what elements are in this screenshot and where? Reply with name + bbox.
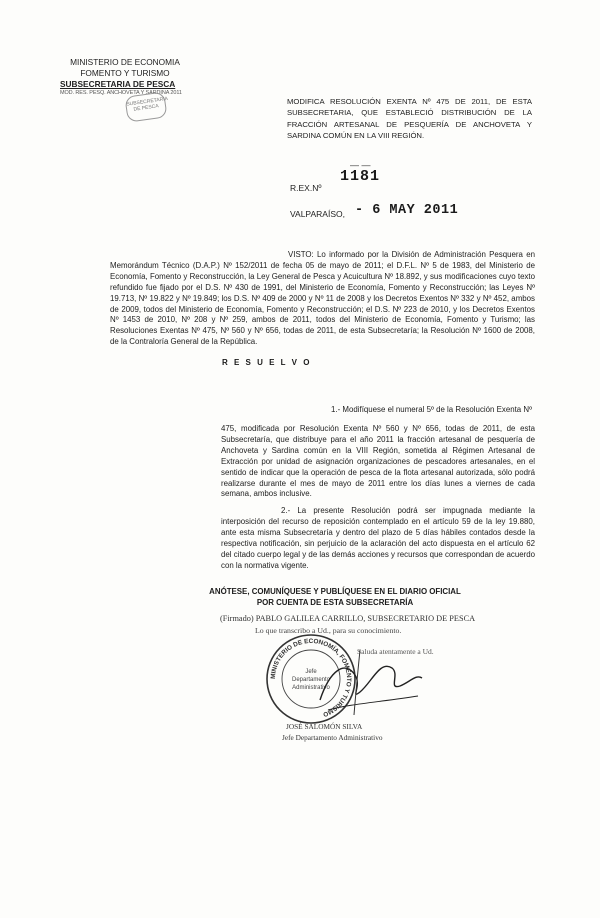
seal-inner-3: Administrativo [292, 685, 330, 691]
rex-label: R.EX.Nº [290, 183, 322, 193]
ministry-line-2: FOMENTO Y TURISMO [80, 68, 170, 78]
resuelvo-heading: R E S U E L V O [222, 358, 312, 367]
ministry-line-1: MINISTERIO DE ECONOMIA [70, 57, 180, 67]
rex-number: 1181 [340, 168, 381, 185]
place-label: VALPARAÍSO, [290, 209, 345, 219]
resolution-date: - 6 MAY 2011 [355, 203, 459, 218]
ministry-line-4: MOD. RES. PESQ. ANCHOVETA Y SARDINA 2011 [60, 90, 182, 96]
resolution-point-1-head: 1.- Modifíquese el numeral 5º de la Resolución Exenta Nº [331, 405, 532, 414]
greeting-line: Saluda atentamente a Ud. [357, 647, 434, 656]
seal-inner-1: Jefe [305, 669, 317, 675]
closing-line-2: POR CUENTA DE ESTA SUBSECRETARÍA [256, 598, 414, 607]
transcription-line: Lo que transcribo a Ud., para su conocimiento. [255, 626, 402, 635]
received-stamp: SUBSECRETARIA DE PESCA [124, 91, 167, 122]
signer-title: Jefe Departamento Administrativo [282, 733, 383, 742]
closing-line-1: ANÓTESE, COMUNÍQUESE Y PUBLÍQUESE EN EL DIARIO OFICIAL [209, 587, 461, 596]
seal-outer-text: MINISTERIO DE ECONOMÍA, FOMENTO Y TURISMO [269, 637, 353, 718]
signer-name: JOSÉ SALOMÓN SILVA [286, 722, 363, 731]
rex-dash-mark: — — [350, 160, 371, 170]
handwritten-signature-icon [300, 630, 430, 730]
ministry-header [60, 57, 190, 97]
resolution-point-1-body: 475, modificada por Resolución Exenta Nº 560 y Nº 656, todas de 2011, de esta Subsecretaría, que distribuye para el año 2011 la fracción artesanal de pesquería de Anchoveta y Sardina común en la VIII Región, sometida al Régimen Artesanal de Extracción por unidad de asignación organizaciones de pescadores artesanales, en el sentido de indicar que la operación de pesca de la flota artesanal autorizada, sólo podrá realizarse durante el mes de mayo de 2011 entre los días lunes a viernes de cada semana, ambos inclusive. [221, 424, 535, 499]
resolution-point-2: 2.- La presente Resolución podrá ser impugnada mediante la interposición del recurso de reposición contemplado en el artículo 59 de la ley 19.880, ante esta misma Subsecretaría y dentro del plazo de 5 días hábiles contados desde la respectiva notificación, sin perjuicio de la aclaración del acto dispuesta en el artículo 62 del citado cuerpo legal y de las demás acciones y recursos que correspondan de acuerdo con la normativa vigente. [221, 506, 535, 570]
closing-statement [195, 586, 475, 608]
visto-paragraph: VISTO: Lo informado por la División de Administración Pesquera en Memorándum Técnico (D.A.P.) Nº 152/2011 de fecha 05 de mayo de 2011; el D.F.L. Nº 5 de 1983, del Ministerio de Economía, Fomento y Reconstrucción, la Ley General de Pesca y Acuicultura Nº 18.892, y sus modificaciones cuyo texto refundido fue fijado por el D.S. Nº 430 de 1991, del Ministerio de Economía, Fomento y Reconstrucción; las Leyes Nº 19.713, Nº 19.822 y Nº 19.849; los D.S. Nº 409 de 2000 y Nº 11 de 2008 y los Decretos Exentos Nº 332 y Nº 452, ambos de 2009, todos del Ministerio de Economía, Fomento y Reconstrucción; el D.S. Nº 223 de 2010, y los Decretos Exentos Nº 1453 de 2010, Nº 208 y Nº 259, ambos de 2011, todos del Ministerio de Economía, Fomento y Turismo; las Resoluciones Exentas Nº 475, Nº 560 y Nº 656, todas de 2011, de esta Subsecretaría; la Resolución Nº 1600 de 2008, de la Contraloría General de la República. [110, 250, 535, 347]
resolution-subject: MODIFICA RESOLUCIÓN EXENTA Nº 475 DE 2011, DE ESTA SUBSECRETARIA, QUE ESTABLECIÓ DISTRIBUCIÓN DE LA FRACCIÓN ARTESANAL DE PESQUERÍA DE ANCHOVETA Y SARDINA COMÚN EN LA VIII REGIÓN. [287, 97, 532, 140]
seal-inner-2: Departamento [291, 677, 331, 683]
ministry-line-3: SUBSECRETARIA DE PESCA [60, 79, 176, 89]
signed-by-line: (Firmado) PABLO GALILEA CARRILLO, SUBSECRETARIO DE PESCA [220, 614, 476, 623]
